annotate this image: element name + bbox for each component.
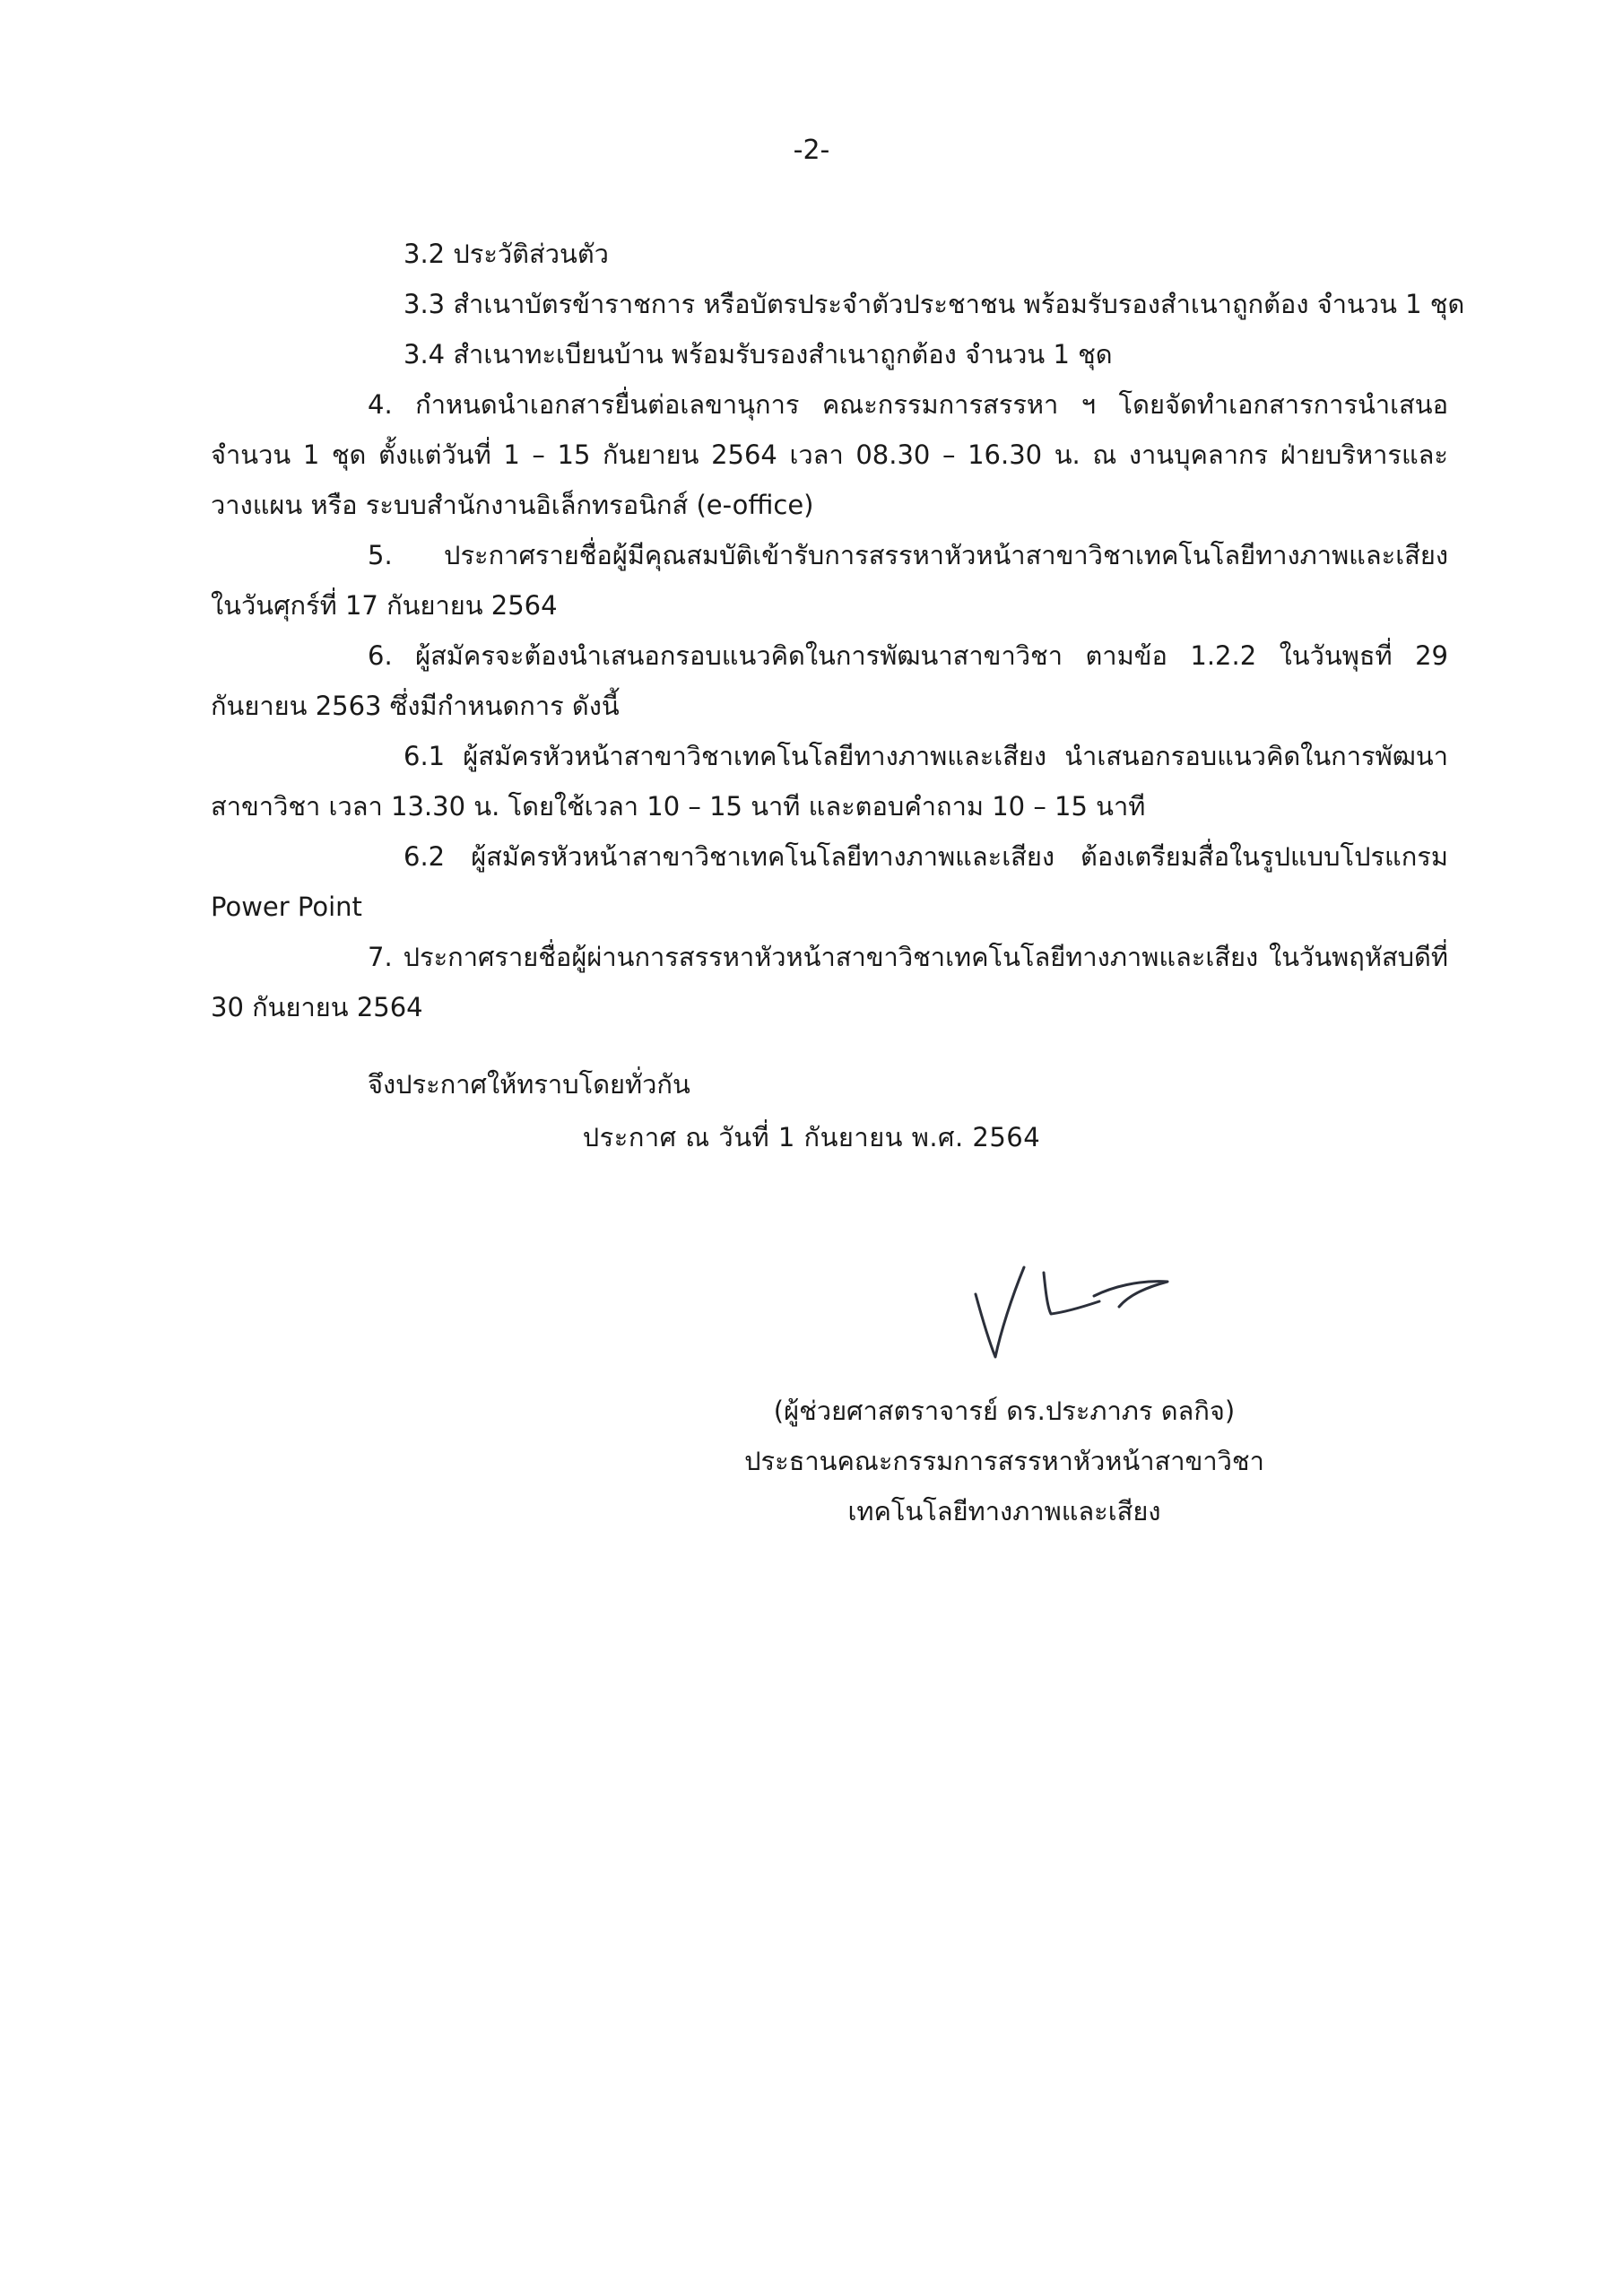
item-6-2-line-1: 6.2 ผู้สมัครหัวหน้าสาขาวิชาเทคโนโลยีทางภาพและเสียง ต้องเตรียมสื่อในรูปแบบโปรแกรม [404, 841, 1448, 872]
signature-stroke-2 [1044, 1273, 1099, 1314]
item-3-3: 3.3 สำเนาบัตรข้าราชการ หรือบัตรประจำตัวประชาชน พร้อมรับรองสำเนาถูกต้อง จำนวน 1 ชุด [404, 289, 1465, 319]
item-4-line-3: วางแผน หรือ ระบบสำนักงานอิเล็กทรอนิกส์ (e-office) [211, 490, 814, 520]
page-number: -2- [793, 135, 830, 166]
item-4-line-1: 4. กำหนดนำเอกสารยื่นต่อเลขานุการ คณะกรรมการสรรหา ฯ โดยจัดทำเอกสารการนำเสนอ [368, 389, 1448, 420]
document-body [211, 229, 1465, 1109]
signatory-name: (ผู้ช่วยศาสตราจารย์ ดร.ประภาภร ดลกิจ) [773, 1396, 1236, 1426]
item-6-1-line-1: 6.1 ผู้สมัครหัวหน้าสาขาวิชาเทคโนโลยีทางภาพและเสียง นำเสนอกรอบแนวคิดในการพัฒนา [404, 741, 1448, 771]
signatory-position-line-1: ประธานคณะกรรมการสรรหาหัวหน้าสาขาวิชา [744, 1446, 1264, 1476]
item-6-line-2: กันยายน 2563 ซึ่งมีกำหนดการ ดังนี้ [211, 691, 620, 721]
item-7-line-2: 30 กันยายน 2564 [211, 992, 423, 1022]
signature-stroke-3 [1094, 1282, 1167, 1307]
item-6-line-1: 6. ผู้สมัครจะต้องนำเสนอกรอบแนวคิดในการพัฒนาสาขาวิชา ตามข้อ 1.2.2 ในวันพุธที่ 29 [368, 640, 1448, 671]
item-6-1-line-2: สาขาวิชา เวลา 13.30 น. โดยใช้เวลา 10 – 15 นาที และตอบคำถาม 10 – 15 นาที [211, 791, 1146, 822]
item-5-line-1: 5. ประกาศรายชื่อผู้มีคุณสมบัติเข้ารับการสรรหาหัวหน้าสาขาวิชาเทคโนโลยีทางภาพและเสียง [368, 540, 1448, 570]
paragraph-spacer [211, 1032, 1448, 1059]
item-7-line-1: 7. ประกาศรายชื่อผู้ผ่านการสรรหาหัวหน้าสาขาวิชาเทคโนโลยีทางภาพและเสียง ในวันพฤหัสบดีที่ [368, 942, 1448, 972]
signatory-position-line-2: เทคโนโลยีทางภาพและเสียง [847, 1496, 1161, 1526]
handwritten-signature [968, 1260, 1184, 1368]
announcement-date: ประกาศ ณ วันที่ 1 กันยายน พ.ศ. 2564 [582, 1122, 1041, 1152]
signature-stroke-1 [976, 1267, 1024, 1357]
item-3-2: 3.2 ประวัติส่วนตัว [404, 239, 609, 269]
item-4-line-2: จำนวน 1 ชุด ตั้งแต่วันที่ 1 – 15 กันยายน 2564 เวลา 08.30 – 16.30 น. ณ งานบุคลากร ฝ่ายบริหารและ [211, 439, 1448, 470]
item-3-4: 3.4 สำเนาทะเบียนบ้าน พร้อมรับรองสำเนาถูกต้อง จำนวน 1 ชุด [404, 339, 1113, 370]
item-6-2-line-2: Power Point [211, 891, 362, 922]
signatory-block [735, 1386, 1273, 1536]
item-5-line-2: ในวันศุกร์ที่ 17 กันยายน 2564 [211, 590, 558, 621]
closing-statement: จึงประกาศให้ทราบโดยทั่วกัน [368, 1069, 690, 1100]
